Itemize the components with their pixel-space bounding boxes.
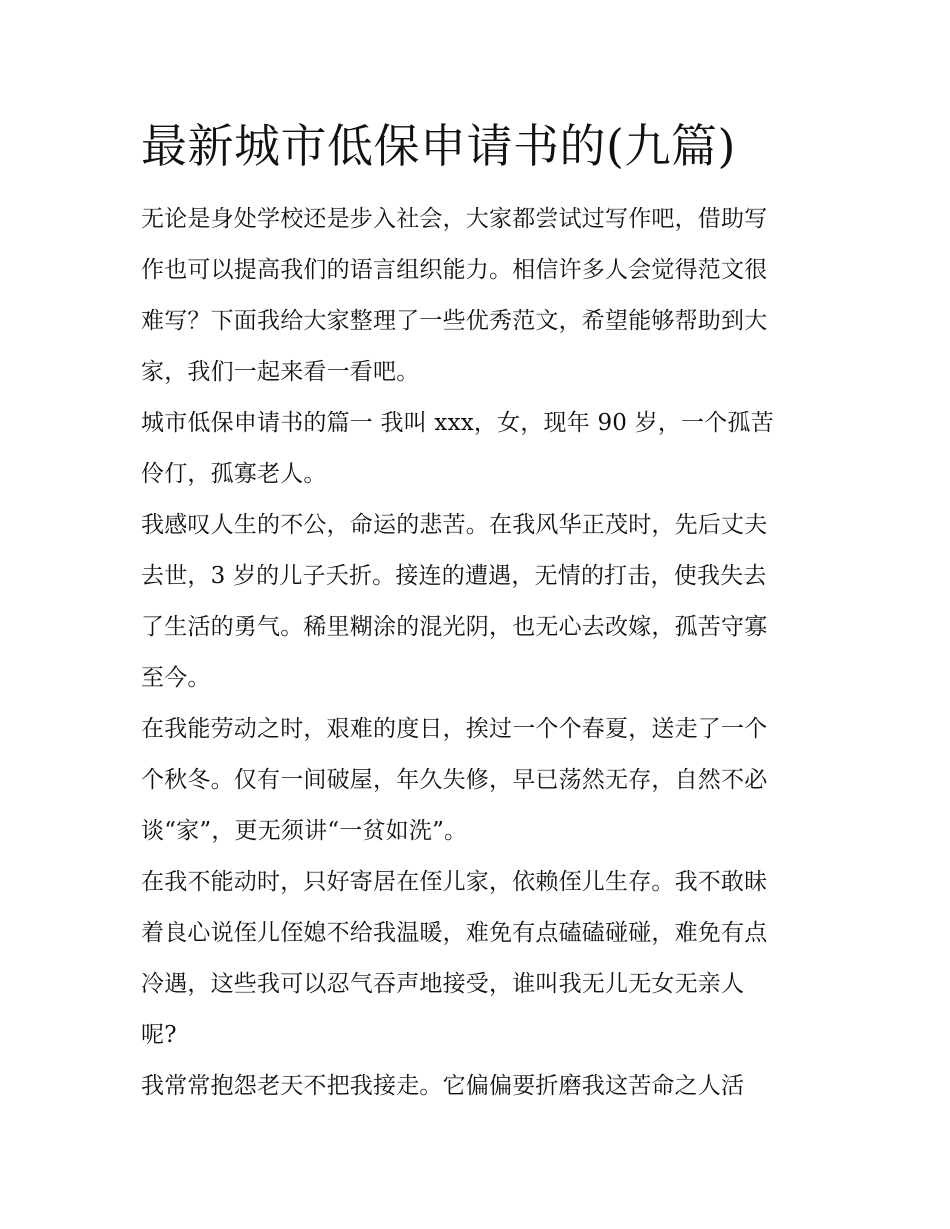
text-line: 至今。: [141, 665, 211, 691]
text-line: 谈“家”，更无须讲“一贫如洗”。: [141, 818, 468, 844]
text-line: 了生活的勇气。稀里糊涂的混光阴，也无心去改嫁，孤苦守寡: [141, 614, 768, 640]
text-line: 难写？下面我给大家整理了一些优秀范文，希望能够帮助到大: [141, 308, 768, 334]
text-line: 冷遇，这些我可以忍气吞声地接受，谁叫我无儿无女无亲人: [141, 971, 745, 997]
paragraph-intro: [141, 194, 821, 398]
paragraph: [141, 1061, 821, 1112]
text-line: 去世，3 岁的儿子夭折。接连的遭遇，无情的打击，使我失去: [141, 563, 767, 589]
paragraph: [141, 704, 821, 857]
text-line: 着良心说侄儿侄媳不给我温暖，难免有点磕磕碰碰，难免有点: [141, 920, 768, 946]
text-line: 在我不能动时，只好寄居在侄儿家，依赖侄儿生存。我不敢昧: [141, 869, 768, 895]
text-line: 作也可以提高我们的语言组织能力。相信许多人会觉得范文很: [141, 257, 768, 283]
paragraph: [141, 857, 821, 1061]
text-line: 个秋冬。仅有一间破屋，年久失修，早已荡然无存，自然不必: [141, 767, 768, 793]
text-line: 伶仃，孤寡老人。: [141, 461, 327, 487]
text-line: 在我能劳动之时，艰难的度日，挨过一个个春夏，送走了一个: [141, 716, 768, 742]
paragraph-section-one-heading: [141, 398, 821, 500]
text-line: 家，我们一起来看一看吧。: [141, 359, 420, 385]
document-body: [141, 112, 821, 1112]
paragraph: [141, 500, 821, 704]
text-line: 城市低保申请书的篇一 我叫 xxx，女，现年 90 岁，一个孤苦: [141, 410, 774, 436]
text-line: 我感叹人生的不公，命运的悲苦。在我风华正茂时，先后丈夫: [141, 512, 768, 538]
text-line: 无论是身处学校还是步入社会，大家都尝试过写作吧，借助写: [141, 206, 768, 232]
text-line: 呢?: [141, 1022, 177, 1048]
text-line: 我常常抱怨老天不把我接走。它偏偏要折磨我这苦命之人活: [141, 1073, 745, 1099]
document-title: 最新城市低保申请书的(九篇): [141, 119, 736, 173]
